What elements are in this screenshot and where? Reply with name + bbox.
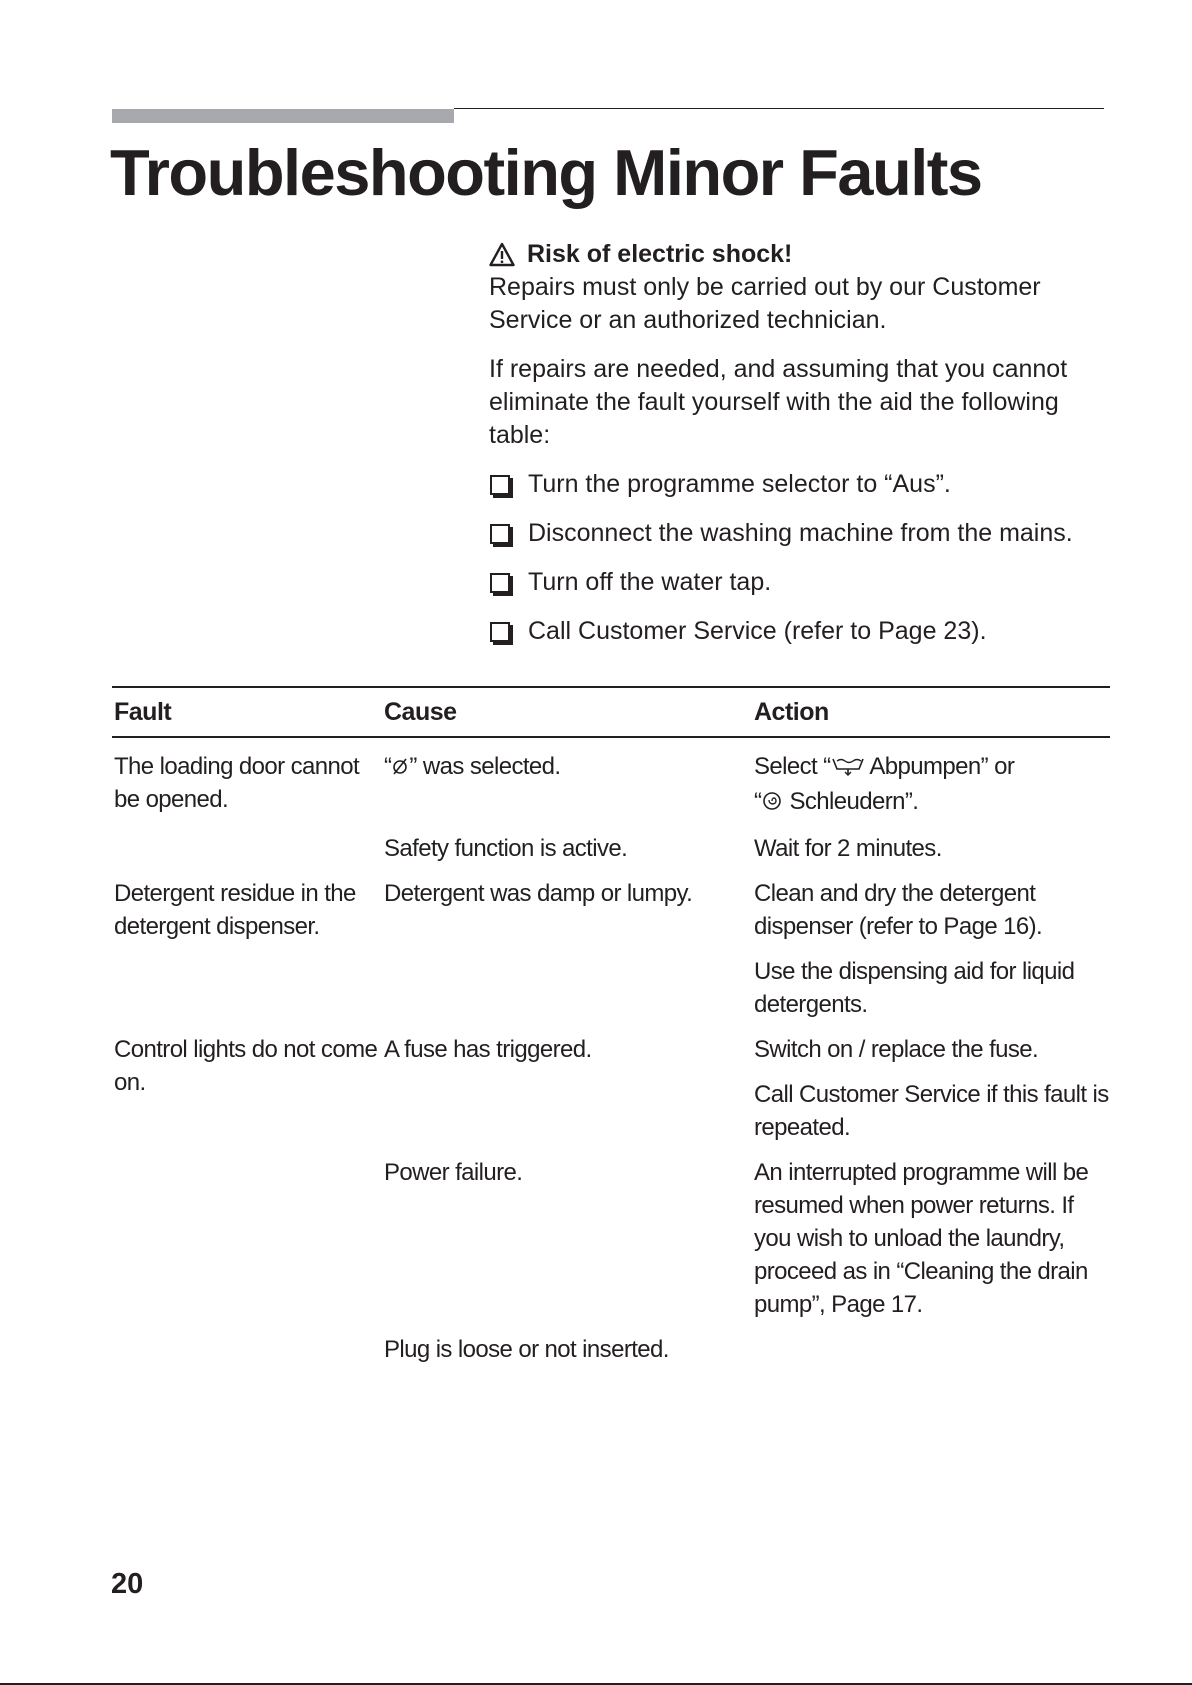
step-list (489, 468, 1109, 648)
step-item (489, 566, 1109, 599)
fault-cell (112, 1321, 384, 1366)
cause-text (384, 750, 754, 785)
warning-title: Risk of electric shock! (527, 240, 793, 268)
intro-text: If repairs are needed, and assuming that you cannot eliminate the fault yourself with the aid the following table: (489, 355, 1068, 449)
action-text (754, 750, 1110, 820)
cause-cell (384, 865, 754, 1021)
cause-cell (384, 820, 754, 865)
table-row (112, 865, 1110, 1021)
fault-text: The loading door cannot be opened. (114, 753, 360, 813)
cause-text: Detergent was damp or lumpy. (384, 880, 693, 907)
quote-open: “ (384, 753, 392, 780)
action-text: Clean and dry the detergent dispenser (refer to Page 16). (754, 880, 1043, 940)
table-row (112, 1144, 1110, 1321)
action-cell (754, 865, 1110, 1021)
step-text: Call Customer Service (refer to Page 23). (528, 617, 987, 645)
fault-cell (112, 820, 384, 865)
no-spin-icon (391, 752, 409, 785)
page-number: 20 (111, 1568, 144, 1600)
warning-heading (489, 238, 1109, 271)
step-text: Disconnect the washing machine from the mains. (528, 519, 1073, 547)
table-header-row (112, 688, 1110, 738)
step-text: Turn the programme selector to “Aus”. (528, 470, 951, 498)
column-header-fault: Fault (114, 697, 172, 726)
column-header-action: Action (754, 697, 829, 726)
table-row (112, 1321, 1110, 1366)
cause-text: A fuse has triggered. (384, 1036, 592, 1063)
fault-text: Control lights do not come on. (114, 1036, 378, 1096)
cause-text: Power failure. (384, 1159, 523, 1186)
intro-section (489, 238, 1109, 648)
header-accent-bar (112, 109, 454, 123)
warning-text: Repairs must only be carried out by our Customer Service or an authorized technician. (489, 273, 1041, 334)
cause-text: Plug is loose or not inserted. (384, 1336, 669, 1363)
table-row (112, 1021, 1110, 1144)
cause-cell (384, 738, 754, 820)
action-cell (754, 1321, 1110, 1366)
action-cell (754, 738, 1110, 820)
checkbox-icon (490, 475, 510, 495)
fault-cell (112, 865, 384, 1021)
action-cell (754, 1021, 1110, 1144)
fault-cell (112, 1144, 384, 1321)
fault-text: Detergent residue in the detergent dispenser. (114, 880, 356, 940)
action-part: Select “ (754, 753, 831, 780)
column-header-cause: Cause (384, 697, 457, 726)
page-title: Troubleshooting Minor Faults (110, 136, 982, 209)
table-row (112, 820, 1110, 865)
step-text: Turn off the water tap. (528, 568, 772, 596)
fault-cell (112, 738, 384, 820)
cause-cell (384, 1021, 754, 1144)
troubleshooting-table (112, 686, 1110, 1366)
header-rule (454, 108, 1104, 109)
action-part: Abpumpen” or (864, 753, 1015, 780)
table-row (112, 738, 1110, 820)
cause-text: Safety function is active. (384, 835, 628, 862)
action-text: An interrupted programme will be resumed when power returns. If you wish to unload the laundry, proceed as in “Cleaning the drain pump”, Page 17. (754, 1159, 1089, 1318)
checkbox-icon (490, 573, 510, 593)
cause-cell (384, 1144, 754, 1321)
step-item (489, 517, 1109, 550)
action-text: Use the dispensing aid for liquid detergents. (754, 958, 1075, 1018)
spin-icon (761, 787, 783, 820)
step-item (489, 615, 1109, 648)
cause-cell (384, 1321, 754, 1366)
action-part: “ (754, 788, 762, 815)
action-text: Wait for 2 minutes. (754, 835, 942, 862)
warning-triangle-icon (489, 242, 515, 268)
cause-rest: ” was selected. (409, 753, 561, 780)
checkbox-icon (490, 622, 510, 642)
action-cell (754, 820, 1110, 865)
checkbox-icon (490, 524, 510, 544)
action-text: Switch on / replace the fuse. (754, 1036, 1039, 1063)
action-part: Schleudern”. (783, 788, 919, 815)
drain-icon (831, 752, 865, 785)
step-item (489, 468, 1109, 501)
action-text: Call Customer Service if this fault is repeated. (754, 1081, 1109, 1141)
fault-cell (112, 1021, 384, 1144)
action-cell (754, 1144, 1110, 1321)
